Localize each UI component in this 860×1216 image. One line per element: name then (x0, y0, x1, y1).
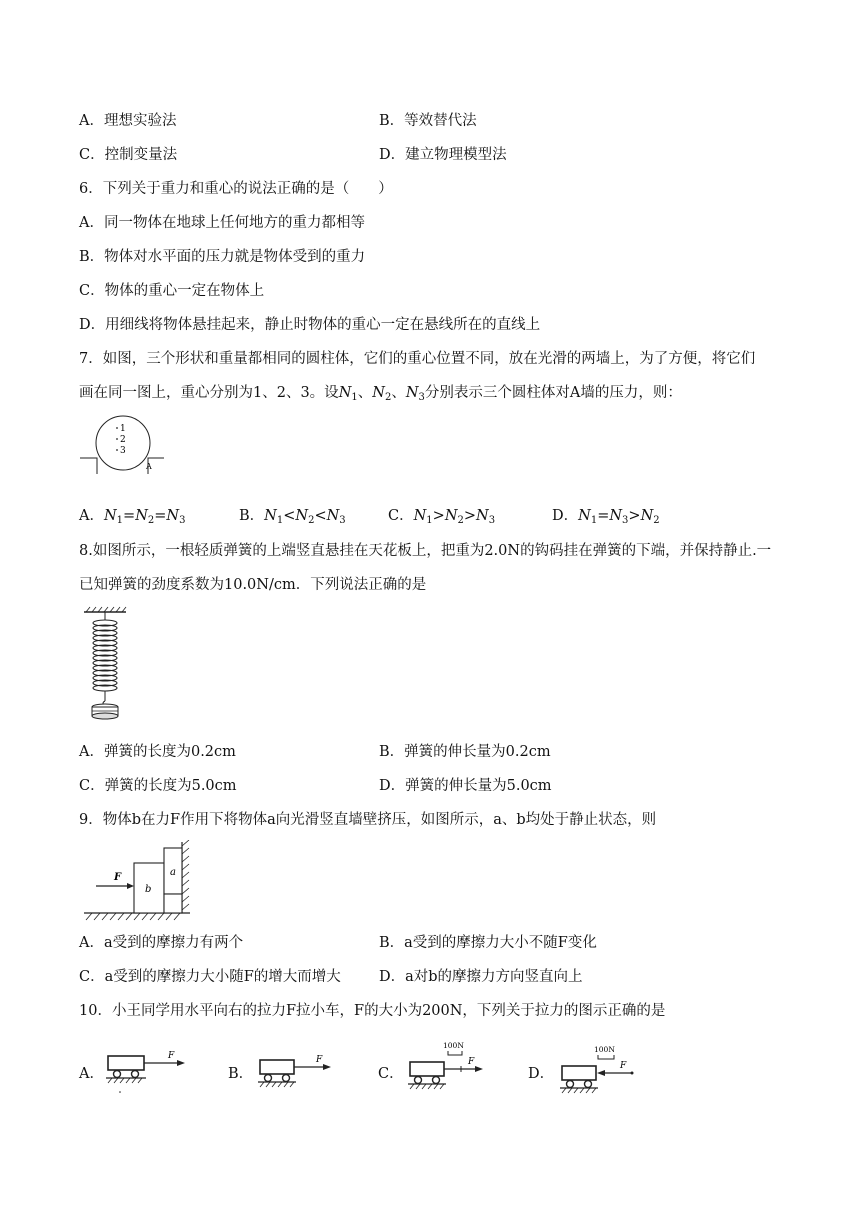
q10-d-scale-label: 100N (594, 1045, 615, 1054)
q7-option-a: A．$N_1=N_2=N_3$ (79, 508, 186, 526)
q7-option-d: D．$N_1=N_3>N_2$ (552, 508, 660, 526)
q9-option-a: A．a受到的摩擦力有两个 (79, 935, 244, 951)
q7-option-c: C．$N_1>N_2>N_3$ (388, 508, 496, 526)
q5-option-c: C．控制变量法 (79, 147, 178, 163)
q7-label-wall-a: A (146, 462, 152, 471)
q7-option-b: B．$N_1<N_2<N_3$ (239, 508, 346, 526)
q9-option-b: B．a受到的摩擦力大小不随F变化 (379, 935, 597, 951)
q10-stem: 10．小王同学用水平向右的拉力F拉小车，F的大小为200N，下列关于拉力的图示正确的是 (79, 1003, 666, 1019)
q6-stem: 6．下列关于重力和重心的说法正确的是（ ） (79, 181, 393, 197)
q10-figure-b (254, 1052, 336, 1096)
q10-a-force-label: F (168, 1051, 175, 1061)
q9-option-d: D．a对b的摩擦力方向竖直向上 (379, 969, 583, 985)
q8-option-d: D．弹簧的伸长量为5.0cm (379, 778, 552, 794)
q8-option-a: A．弹簧的长度为0.2cm (79, 744, 236, 760)
q7-label-2: 2 (120, 435, 126, 445)
q10-d-force-label: F (620, 1061, 627, 1071)
q8-option-c: C．弹簧的长度为5.0cm (79, 778, 237, 794)
q6-option-a: A．同一物体在地球上任何地方的重力都相等 (79, 215, 365, 231)
q8-spring-figure (82, 606, 130, 724)
q6-option-b: B．物体对水平面的压力就是物体受到的重力 (79, 249, 366, 265)
q5-option-b: B．等效替代法 (379, 113, 477, 129)
q10-c-force-label: F (468, 1057, 475, 1067)
q10-figure-c (404, 1040, 490, 1098)
q5-option-a: A．理想实验法 (79, 113, 177, 129)
q9-label-f: F (114, 872, 122, 883)
q8-option-b: B．弹簧的伸长量为0.2cm (379, 744, 551, 760)
q9-stem: 9．物体b在力F作用下将物体a向光滑竖直墙壁挤压，如图所示，a、b均处于静止状态，则 (79, 812, 657, 828)
q7-stem-text-b: 分别表示三个圆柱体对A墙的压力，则： (424, 385, 682, 401)
q7-label-1: 1 (120, 424, 126, 434)
q7-stem-line1: 7．如图，三个形状和重量都相同的圆柱体，它们的重心位置不同，放在光滑的两墙上，为了方便，将它们 (79, 351, 756, 367)
q9-option-c: C．a受到的摩擦力大小随F的增大而增大 (79, 969, 341, 985)
q10-option-b-label: B． (228, 1066, 254, 1082)
q10-figure-a (106, 1048, 188, 1096)
q10-option-d-label: D． (528, 1066, 555, 1082)
q6-option-c: C．物体的重心一定在物体上 (79, 283, 265, 299)
q7-stem-text-a: 画在同一图上，重心分别为1、2、3。设 (79, 385, 339, 401)
q8-stem-line1: 8.如图所示，一根轻质弹簧的上端竖直悬挂在天花板上，把重为2.0N的钩码挂在弹簧的下端，并保持静止.一 (79, 543, 772, 559)
q7-label-3: 3 (120, 446, 126, 456)
q10-option-c-label: C． (378, 1066, 404, 1082)
q9-label-a: a (170, 867, 176, 878)
q5-option-d: D．建立物理模型法 (379, 147, 507, 163)
q10-b-force-label: F (316, 1055, 323, 1065)
q7-cylinder-figure (80, 414, 168, 482)
q9-block-figure (84, 840, 196, 924)
q10-figure-d (556, 1044, 642, 1100)
q6-option-d: D．用细线将物体悬挂起来，静止时物体的重心一定在悬线所在的直线上 (79, 317, 541, 333)
q10-c-scale-label: 100N (443, 1041, 464, 1050)
q7-stem-line2: 画在同一图上，重心分别为1、2、3。设$N_1$、$N_2$、$N_3$分别表示三个圆柱体对A墙的压力，则： (79, 385, 682, 403)
q9-label-b: b (145, 884, 152, 895)
q8-stem-line2: 已知弹簧的劲度系数为10.0N/cm．下列说法正确的是 (79, 577, 427, 593)
q10-option-a-label: A． (79, 1066, 104, 1082)
